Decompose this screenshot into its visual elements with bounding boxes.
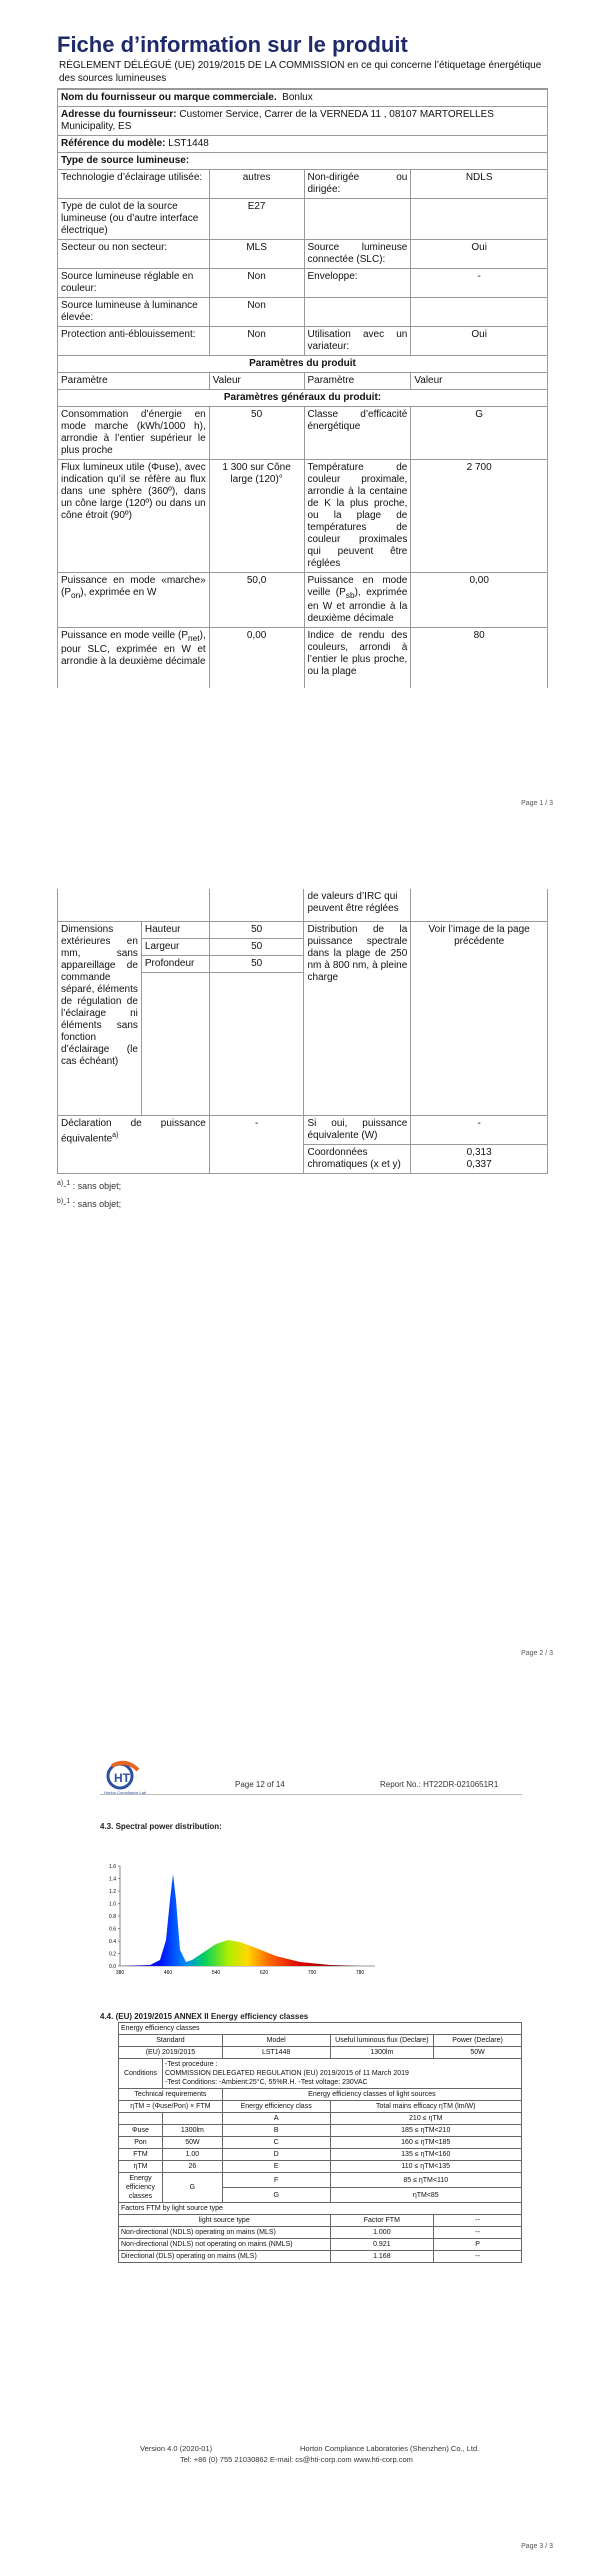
product-info-table-cont [57,889,548,1174]
report-number: Report No.: HT22DR-0210651R1 [380,1780,499,1789]
width-value: 50 [209,939,304,956]
page-3 [0,1700,603,2560]
version: Version 4.0 (2020-01) [140,2444,213,2453]
contact-line: Tel: +86 (0) 755 21030862 E-mail: cs@hti-corp.com www.hti-corp.com [180,2455,413,2464]
hl-value: Non [209,298,304,327]
y-tick-label: 0.2 [109,1951,116,1958]
on-power-label: Puissance en mode «marche» $(P_{on})$, exprimée en W [58,573,210,628]
model-value: LST1448 [168,138,209,149]
ftm-factor: 1.168 [330,2251,434,2263]
spd-value: Voir l’image de la page précédente [411,922,548,1116]
spd-label: Distribution de la puissance spectrale dans la plage de 250 nm à 800 nm, à pleine charge [304,922,411,1116]
spectral-power-chart [100,1860,400,1980]
class-label: Classe d’efficacité énergétique [304,407,411,460]
general-heading: Paramètres généraux du produit: [58,390,548,407]
dimmer-value: Oui [411,327,548,356]
model-label: Référence du modèle: [61,138,166,149]
efficacy-row [119,2113,522,2125]
csl-value: Oui [411,240,548,269]
efficacy-range: ηTM<85 [330,2188,522,2203]
param-value: 1300lm [162,2125,222,2137]
efficacy-row [119,2137,522,2149]
net-standby-label: Puissance en mode veille $(P_{net})$, pour SLC, exprimée en W et arrondie à la deuxième décimale [58,628,210,689]
formula: ηTM = (Φuse/Pon) × FTM [119,2101,223,2113]
address-value: Customer Service, Carrer de la VERNEDA 11 , 08107 MARTORELLES Municipality, ES [61,109,494,132]
efficacy-range: 210 ≤ ηTM [330,2113,522,2125]
envelope-label: Enveloppe: [304,269,411,298]
x-tick-label: 380 [115,1970,125,1976]
dimensions-label: Dimensions extérieures en mm, sans appareillage de commande séparé, éléments de régulation de l’éclairage ni éléments sans fonction d’éclairage (le cas échéant) [58,922,142,1116]
cri-label: Indice de rendu des couleurs, arrondi à l’entier le plus proche, ou la plage [304,628,411,689]
chromaticity-label: Coordonnées chromatiques (x et y) [304,1145,411,1174]
col-param-1: Paramètre [58,373,210,390]
supplier-value: Bonlux [282,92,313,103]
equivalent-w-value: - [411,1116,548,1145]
conditions-value: -Test procedure : COMMISSION DELEGATED REGULATION (EU) 2019/2015 of 11 March 2019 -Test Conditions: -Ambient:25°C, 55%R.H. -Test voltage: 230VAC [162,2059,521,2089]
efficacy-row [119,2161,522,2173]
y-tick-label: 1.4 [109,1876,116,1883]
depth-value: 50 [209,956,304,973]
efficacy-row [119,2125,522,2137]
page-number: Page 3 / 3 [521,2543,553,2550]
page-of: Page 12 of 14 [235,1780,285,1789]
footnote-b: $^{b)}$-$^1$ : sans objet; [57,1198,122,1209]
model-header: Model [222,2035,330,2047]
ftm-mark: -- [434,2227,522,2239]
flux-label: Flux lumineux utile (Φuse), avec indication qu’il se réfère au flux dans une sphère (360º), dans un cône large (120º) ou dans un cône étroit (90º) [58,460,210,573]
efficacy-rows [119,2113,522,2203]
equivalent-power-value: - [209,1116,304,1174]
factor-header: Factor FTM [330,2215,434,2227]
tunable-value: Non [209,269,304,298]
on-power-value: 50,0 [209,573,304,628]
cri-value: 80 [411,628,548,689]
light-source-type: Directional (DLS) operating on mains (MLS) [119,2251,331,2263]
power-header: Power (Declare) [434,2035,522,2047]
dir-value: NDLS [411,170,548,199]
params-heading: Paramètres du produit [58,356,548,373]
page-number: Page 2 / 3 [521,1650,553,1657]
class-letter: C [222,2137,330,2149]
product-information-sheet [57,0,548,688]
class-letter: A [222,2113,330,2125]
efficacy-range: 85 ≤ ηTM<110 [330,2173,522,2188]
hl-label: Source lumineuse à luminance élevée: [58,298,210,327]
product-info-table [57,89,548,688]
param-value: 26 [162,2161,222,2173]
eec-value: G [162,2173,222,2203]
tech-value: autres [209,170,304,199]
ftm-mark: -- [434,2251,522,2263]
chromaticity-value [411,1145,548,1174]
model-value: LST1448 [222,2047,330,2059]
y-value: 0,337 [466,1159,492,1170]
standard-header: Standard [119,2035,223,2047]
x-value: 0,313 [466,1147,492,1158]
light-source-type: Non-directional (NDLS) operating on mains (MLS) [119,2227,331,2239]
product-information-sheet-cont [57,889,548,1210]
x-tick-label: 620 [259,1970,269,1976]
spectrum-curve [120,1874,360,1966]
param-key: ηTM [119,2161,163,2173]
y-tick-label: 0.8 [109,1914,116,1920]
tech-label: Technologie d’éclairage utilisée: [58,170,210,199]
class-letter: B [222,2125,330,2137]
ftm-rows [119,2227,522,2263]
x-tick-labels [116,1970,365,1976]
dir-label: Non-dirigée ou dirigée: [304,170,411,199]
y-tick-label: 0.4 [109,1939,116,1945]
y-tick-label: 1.0 [109,1901,116,1908]
class-letter: G [222,2188,330,2203]
ftm-row [119,2239,522,2251]
efficacy-row [119,2173,522,2188]
eec-label: Energy efficiency classes [119,2173,163,2203]
svg-text:HT: HT [114,1771,130,1785]
light-source-type: Non-directional (NDLS) not operating on mains (NMLS) [119,2239,331,2251]
x-tick-label: 540 [211,1970,221,1976]
page-2 [0,853,603,1663]
supplier-label: Nom du fournisseur ou marque commerciale. [61,92,277,103]
width-label: Largeur [141,939,209,956]
flux-value: 1300lm [330,2047,434,2059]
ee-classes-header: Energy efficiency classes [119,2023,522,2035]
x-tick-label: 700 [307,1970,317,1976]
energy-efficiency-table [118,2022,522,2263]
standard-value: (EU) 2019/2015 [119,2047,223,2059]
param-value: 50W [162,2137,222,2149]
page-1 [0,0,603,822]
col-value-1: Valeur [209,373,304,390]
depth-label: Profondeur [141,956,209,973]
efficacy-row [119,2149,522,2161]
lst-header: light source type [119,2215,331,2227]
param-value: 1.00 [162,2149,222,2161]
footnote-a: $^{a)}$-$^1$ : sans objet; [57,1180,122,1191]
mains-label: Secteur ou non secteur: [58,240,210,269]
y-tick-label: 0.6 [109,1926,116,1933]
net-standby-value: 0,00 [209,628,304,689]
cct-value: 2 700 [411,460,548,573]
page-title: Fiche d’information sur le produit [57,32,408,57]
ftm-row [119,2251,522,2263]
equivalent-power-label: Déclaration de puissance équivalente$^{a)}$ [58,1116,210,1174]
energy-label: Consommation d’énergie en mode marche (kWh/1000 h), arrondie à l’entier supérieur le plus proche [58,407,210,460]
classes-header: Energy efficiency classes of light sources [222,2089,521,2101]
param-key: Φuse [119,2125,163,2137]
header-divider [100,1794,522,1795]
x-tick-label: 460 [163,1970,173,1976]
param-key [119,2113,163,2125]
cap-value: E27 [209,199,304,240]
mark-header: -- [434,2215,522,2227]
energy-value: 50 [209,407,304,460]
efficacy-range: 160 ≤ ηTM<185 [330,2137,522,2149]
class-letter: E [222,2161,330,2173]
ftm-row [119,2227,522,2239]
equivalent-w-label: Si oui, puissance équivalente (W) [304,1116,411,1145]
flux-value: 1 300 sur Cône large (120)° [209,460,304,573]
dimmer-label: Utilisation avec un variateur: [304,327,411,356]
efficacy-range: 185 ≤ ηTM<210 [330,2125,522,2137]
company-name: Horton Compliance Laboratories (Shenzhen) Co., Ltd. [300,2444,480,2453]
col-param-2: Paramètre [304,373,411,390]
cap-label: Type de culot de la source lumineuse (ou d’autre interface électrique) [58,199,210,240]
x-tick-label: 780 [355,1970,365,1976]
annex-title: 4.4. (EU) 2019/2015 ANNEX II Energy efficiency classes [100,2012,309,2021]
y-tick-label: 1.2 [109,1889,116,1895]
envelope-value: - [411,269,548,298]
efficacy-col-header: Total mains efficacy ηTM (lm/W) [330,2101,522,2113]
ftm-mark: P [434,2239,522,2251]
y-tick-label: 1.6 [109,1864,116,1870]
height-label: Hauteur [141,922,209,939]
regulation-text: RÈGLEMENT DÉLÉGUÉ (UE) 2019/2015 DE LA COMMISSION en ce qui concerne l’étiquetage énergétique des sources lumineuses [57,58,548,89]
efficacy-range: 135 ≤ ηTM<160 [330,2149,522,2161]
col-value-2: Valeur [411,373,548,390]
tech-req-header: Technical requirements [119,2089,223,2101]
ftm-factor: 1.000 [330,2227,434,2239]
ftm-header: Factors FTM by light source type [119,2203,522,2215]
type-heading: Type de source lumineuse: [58,153,548,170]
y-tick-label: 0.0 [109,1964,116,1970]
conditions-label: Conditions [119,2059,163,2089]
class-value: G [411,407,548,460]
flux-header: Useful luminous flux (Declare) [330,2035,434,2047]
standby-value: 0,00 [411,573,548,628]
logo-caption: Horton Compliance Lab [104,1790,147,1795]
param-value [162,2113,222,2125]
power-value: 50W [434,2047,522,2059]
height-value: 50 [209,922,304,939]
class-letter: F [222,2173,330,2188]
param-key: Pon [119,2137,163,2149]
glare-value: Non [209,327,304,356]
y-tick-labels [109,1864,120,1970]
glare-label: Protection anti-éblouissement: [58,327,210,356]
csl-label: Source lumineuse connectée (SLC): [304,240,411,269]
mains-value: MLS [209,240,304,269]
address-label: Adresse du fournisseur: [61,109,177,120]
efficacy-range: 110 ≤ ηTM<135 [330,2161,522,2173]
ftm-factor: 0.921 [330,2239,434,2251]
class-letter: D [222,2149,330,2161]
cri-cont: de valeurs d’IRC qui peuvent être réglées [304,889,411,922]
tunable-label: Source lumineuse réglable en couleur: [58,269,210,298]
class-col-header: Energy efficiency class [222,2101,330,2113]
spd-title: 4.3. Spectral power distribution: [100,1822,222,1831]
param-key: FTM [119,2149,163,2161]
page-number: Page 1 / 3 [521,800,553,807]
cct-label: Température de couleur proximale, arrondie à la centaine de K la plus proche, ou la plage de températures de couleur proximales qui peuvent être réglées [304,460,411,573]
standby-label: Puissance en mode veille $(P_{sb})$, exprimée en W et arrondie à la deuxième décimale [304,573,411,628]
